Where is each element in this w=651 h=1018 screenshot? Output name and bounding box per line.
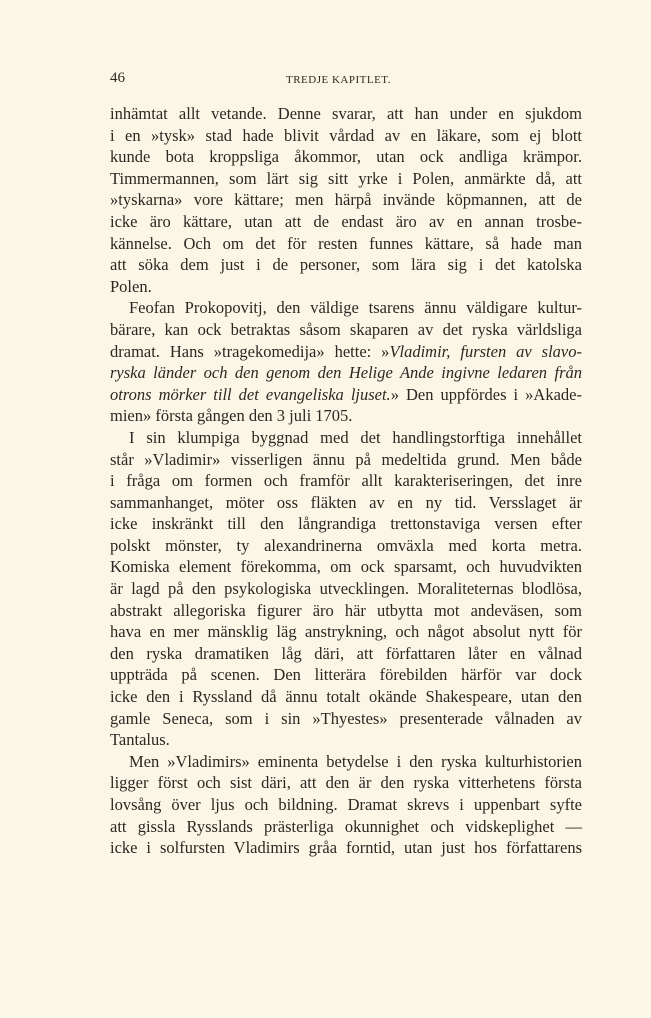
- text-line: mien» första gången den 3 juli 1705.: [110, 406, 353, 426]
- running-title: TREDJE KAPITLET.: [286, 74, 391, 86]
- text-line: att gissla Rysslands prästerliga okunnighet och vidskeplighet —: [110, 816, 582, 836]
- text-line: Feofan Prokopovitj, den väldige tsarens ännu väldigare kultur-: [129, 298, 582, 318]
- body-text: [110, 103, 582, 859]
- text-line: uppträda på scenen. Den litterära förebilden härför var dock: [110, 665, 582, 685]
- text-line: otrons mörker till det evangeliska ljuset.» Den uppfördes i »Akade-: [110, 384, 582, 404]
- text-line: Komiska element förekomma, om ock sparsamt, och huvudvikten: [110, 557, 582, 577]
- text-line: ligger först och sist däri, att den är den ryska vitterhetens första: [110, 773, 582, 793]
- text-line: abstrakt allegoriska figurer äro här utbytta mot andeväsen, som: [110, 600, 582, 620]
- text-line: sammanhanget, möter oss fläkten av en ny tid. Versslaget är: [110, 492, 582, 512]
- text-line: den ryska dramatiken låg däri, att författaren låter en vålnad: [110, 643, 582, 663]
- text-line: Tantalus.: [110, 730, 170, 750]
- text-line: i en »tysk» stad hade blivit vårdad av en läkare, som ej blott: [110, 125, 582, 145]
- text-line: gamle Seneca, som i sin »Thyestes» presenterade vålnaden av: [110, 708, 582, 728]
- text-line: i fråga om formen och framför allt karakteriseringen, det inre: [110, 471, 582, 491]
- text-line: ryska länder och den genom den Helige Ande ingivne ledaren från: [110, 363, 582, 383]
- text-line: I sin klumpiga byggnad med det handlingstorftiga innehållet: [129, 427, 582, 447]
- text-line: Timmermannen, som lärt sig sitt yrke i Polen, anmärkte då, att: [110, 168, 582, 188]
- text-line: kunde bota kroppsliga åkommor, utan ock andliga krämpor.: [110, 147, 582, 167]
- text-line: inhämtat allt vetande. Denne svarar, att han under en sjukdom: [110, 104, 582, 123]
- text-line: icke den i Ryssland då ännu totalt okände Shakespeare, utan den: [110, 687, 582, 707]
- text-line: hava en mer mänsklig läg anstrykning, och något absolut nytt för: [110, 622, 582, 642]
- text-line: Polen.: [110, 276, 152, 296]
- text-line: att söka dem just i de personer, som lära sig i det katolska: [110, 255, 582, 275]
- text-line: bärare, kan ock betraktas såsom skaparen av det ryska världsliga: [110, 319, 582, 339]
- text-line: står »Vladimir» visserligen ännu på medeltida grund. Men både: [110, 449, 582, 469]
- text-line: icke äro kättare, utan att de endast äro av en annan trosbe-: [110, 211, 582, 231]
- text-line: icke i solfursten Vladimirs gråa forntid, utan just hos författarens: [110, 838, 582, 858]
- text-line: lovsång över ljus och bildning. Dramat skrevs i uppenbart syfte: [110, 795, 582, 814]
- page-number: 46: [110, 70, 125, 86]
- text-line: polskt mönster, ty alexandrinerna omväxla med korta metra.: [110, 535, 582, 555]
- text-line: dramat. Hans »tragekomedija» hette: »Vladimir, fursten av slavo-: [110, 341, 582, 361]
- text-line: Men »Vladimirs» eminenta betydelse i den ryska kulturhistorien: [129, 751, 582, 771]
- text-line: »tyskarna» vore kättare; men härpå invände köpmannen, att de: [110, 190, 582, 210]
- text-line: är lagd på den psykologiska utvecklingen. Moraliteternas blodlösa,: [110, 579, 582, 599]
- text-line: icke inskränkt till den långrandiga trettonstaviga versen efter: [110, 514, 582, 534]
- text-line: kännelse. Och om det för resten funnes kättare, så hade man: [110, 233, 582, 253]
